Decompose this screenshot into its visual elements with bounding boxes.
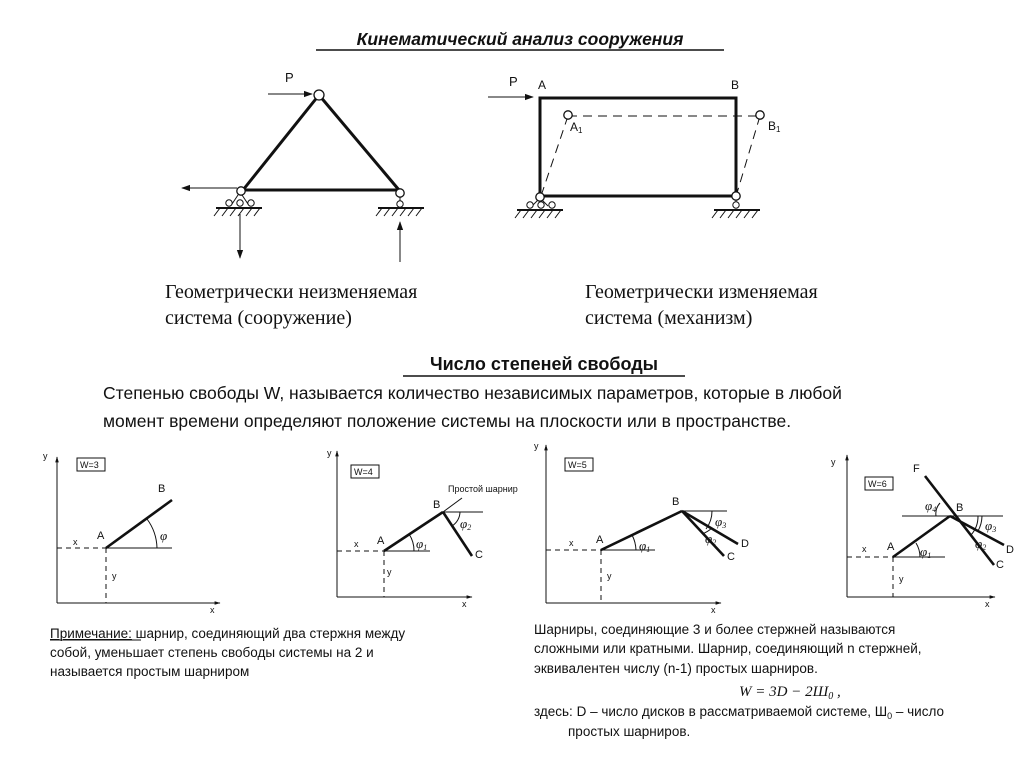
svg-text:φ3: φ3 [985,518,997,534]
caption-right [585,281,818,329]
note-right [534,622,944,739]
truss-diagram [182,70,424,262]
svg-text:x: x [73,537,78,547]
svg-text:x: x [462,599,467,609]
section-title [403,354,685,376]
svg-text:A: A [377,535,385,547]
point-a-label: A [538,78,547,92]
section-title-text: Число степеней свободы [429,354,659,374]
caption-left-line2: система (сооружение) [165,307,352,329]
note-right-line3: эквивалентен числу (n-1) простых шарниров. [534,661,818,676]
svg-text:C: C [727,551,735,563]
svg-text:y: y [534,441,539,451]
definition-text [103,383,842,431]
load-label-right: P [509,74,518,89]
caption-right-line1: Геометрически изменяемая [585,281,818,303]
caption-right-line2: система (механизм) [585,307,753,329]
note-right-line1: Шарниры, соединяющие 3 и более стержней называются [534,622,896,637]
svg-text:y: y [607,571,612,581]
svg-text:φ3: φ3 [715,514,727,530]
svg-text:φ4: φ4 [925,498,937,514]
w-label: W=5 [568,460,587,470]
definition-line2: момент времени определяют положение системы на плоскости или в пространстве. [103,411,792,431]
svg-text:y: y [387,567,392,577]
svg-text:φ1: φ1 [920,544,932,560]
svg-text:φ1: φ1 [416,536,428,552]
point-b1-label: B1 [768,119,781,134]
dof-diagram-w6 [831,455,1014,609]
caption-left [165,281,417,329]
svg-text:x: x [711,605,716,615]
svg-text:D: D [1006,544,1014,556]
w-label: W=6 [868,479,887,489]
caption-left-line1: Геометрически неизменяемая [165,281,418,303]
svg-text:x: x [354,539,359,549]
svg-text:x: x [862,544,867,554]
top-hinge [314,90,324,100]
w-label: W=4 [354,467,373,477]
pin-support-left [214,192,262,216]
svg-text:φ2: φ2 [975,536,987,552]
svg-text:F: F [913,463,920,475]
note-left-line2: собой, уменьшает степень свободы системы на 2 и [50,645,374,660]
svg-text:A: A [887,541,895,553]
formula: $W = 3D - 2Ш_0$ , [739,684,841,702]
svg-text:C: C [475,549,483,561]
note-right-line4: здесь: D – число дисков в рассматриваемой системе, $Ш_0$ – число [534,704,945,721]
point-b: B [158,483,166,495]
svg-text:y: y [327,448,332,458]
point-a1-label: A1 [570,120,583,135]
svg-text:y: y [831,457,836,467]
svg-text:B: B [956,502,964,514]
note-left [50,626,405,679]
page-title-text: Кинематический анализ сооружения [356,29,684,49]
dof-diagram-w5 [534,441,749,615]
svg-text:y: y [112,571,117,581]
point-a: A [97,530,105,542]
svg-text:x: x [985,599,990,609]
svg-text:φ: φ [160,528,168,543]
note-left-line3: называется простым шарниром [50,664,250,679]
page-title [316,29,724,50]
svg-text:B: B [433,499,441,511]
mechanism-diagram [488,74,781,218]
svg-text:φ2: φ2 [705,531,717,547]
dof-diagram-w4 [327,448,518,609]
definition-line1: Степенью свободы W, называется количество независимых параметров, которые в любой [103,383,842,403]
note-left-line1: Примечание: шарнир, соединяющий два стержня между [50,626,406,641]
svg-text:y: y [899,574,904,584]
point-b-label: B [731,78,740,92]
load-label: P [285,70,294,85]
svg-text:φ1: φ1 [639,538,651,554]
simple-hinge-label: Простой шарнир [448,484,518,494]
svg-text:x: x [210,605,215,615]
svg-text:φ2: φ2 [460,516,472,532]
w-label: W=3 [80,460,99,470]
svg-text:B: B [672,496,680,508]
svg-text:y: y [43,451,48,461]
svg-text:C: C [996,559,1004,571]
note-right-line2: сложными или кратными. Шарнир, соединяющий n стержней, [534,641,922,656]
svg-text:x: x [569,538,574,548]
note-right-line5: простых шарниров. [568,724,691,739]
dof-diagram-w3 [43,451,220,615]
svg-text:D: D [741,538,749,550]
svg-text:A: A [596,534,604,546]
